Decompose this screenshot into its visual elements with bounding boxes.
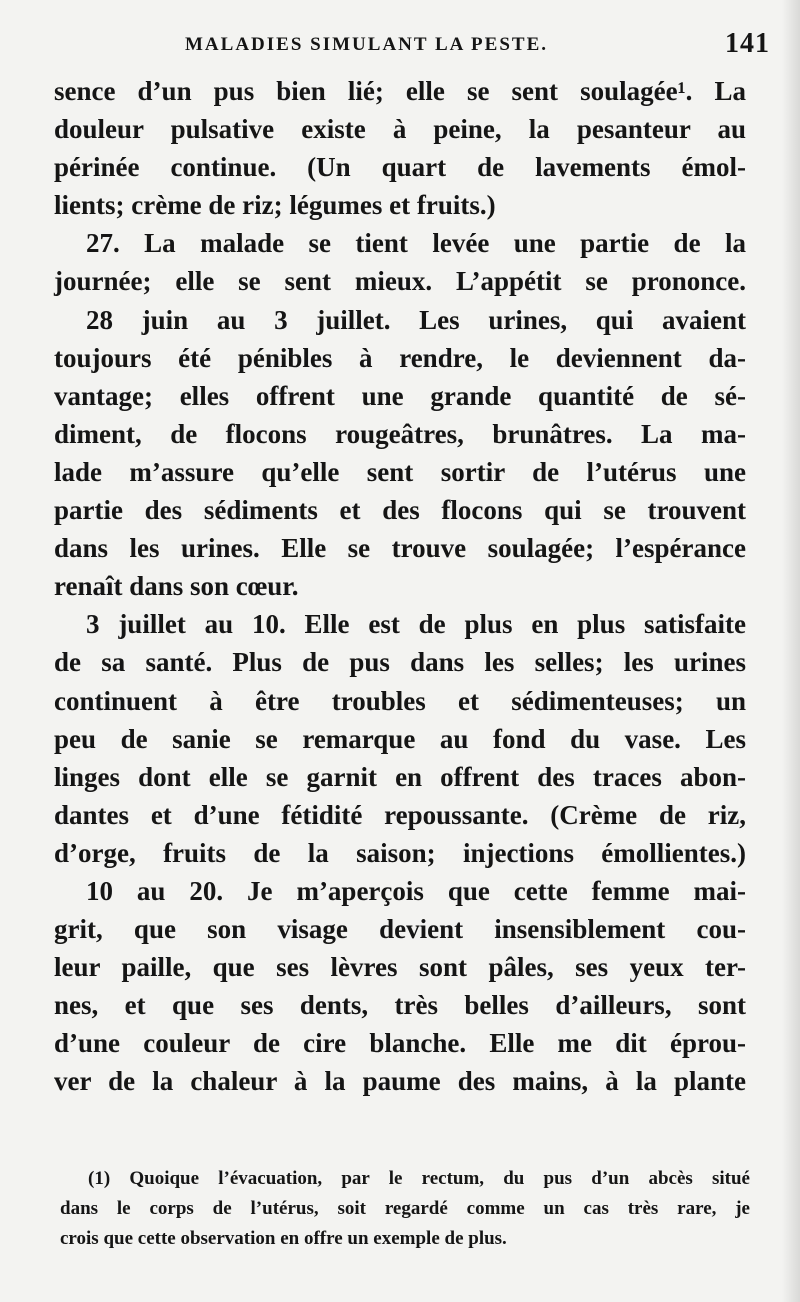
- body-line: peu de sanie se remarque au fond du vase. Les: [54, 723, 746, 754]
- body-line: dantes et d’une fétidité repoussante. (Crème de riz,: [54, 799, 746, 830]
- body-line: de sa santé. Plus de pus dans les selles; les urines: [54, 647, 746, 678]
- body-line: dans les urines. Elle se trouve soulagée; l’espérance: [54, 533, 746, 564]
- body-line: toujours été pénibles à rendre, le deviennent da-: [54, 342, 746, 373]
- body-line: renaît dans son cœur.: [54, 571, 299, 602]
- body-line: 3 juillet au 10. Elle est de plus en plus satisfaite: [86, 609, 746, 640]
- footnotes: [60, 1164, 750, 1254]
- body-line: d’une couleur de cire blanche. Elle me dit éprou-: [54, 1028, 746, 1059]
- body-line: lients; crème de riz; légumes et fruits.): [54, 190, 496, 221]
- footnote-line: dans le corps de l’utérus, soit regardé comme un cas très rare, je: [60, 1198, 750, 1219]
- body-text: [54, 72, 746, 1101]
- body-line: grit, que son visage devient insensiblement cou-: [54, 914, 746, 945]
- page-edge-shadow: [782, 0, 800, 1302]
- body-line: continuent à être troubles et sédimenteuses; un: [54, 685, 746, 716]
- body-line: linges dont elle se garnit en offrent des traces abon-: [54, 761, 746, 792]
- body-line: d’orge, fruits de la saison; injections émollientes.): [54, 837, 746, 868]
- body-line: journée; elle se sent mieux. L’appétit se prononce.: [54, 266, 746, 297]
- body-line: 27. La malade se tient levée une partie de la: [86, 228, 746, 259]
- body-line: leur paille, que ses lèvres sont pâles, ses yeux ter-: [54, 952, 746, 983]
- body-line: douleur pulsative existe à peine, la pesanteur au: [54, 114, 746, 145]
- body-line: vantage; elles offrent une grande quantité de sé-: [54, 380, 746, 411]
- footnote-line: (1) Quoique l’évacuation, par le rectum, du pus d’un abcès situé: [88, 1168, 750, 1189]
- body-line: lade m’assure qu’elle sent sortir de l’utérus une: [54, 456, 746, 487]
- body-line: nes, et que ses dents, très belles d’ailleurs, sont: [54, 990, 746, 1021]
- page-number: 141: [725, 28, 770, 59]
- body-line: périnée continue. (Un quart de lavements émol-: [54, 152, 746, 183]
- body-line: 10 au 20. Je m’aperçois que cette femme mai-: [86, 875, 746, 906]
- body-line: sence d’un pus bien lié; elle se sent soulagée¹. La: [54, 76, 746, 106]
- body-line: 28 juin au 3 juillet. Les urines, qui avaient: [86, 304, 746, 335]
- running-head: MALADIES SIMULANT LA PESTE.: [185, 34, 549, 55]
- body-line: diment, de flocons rougeâtres, brunâtres. La ma-: [54, 418, 746, 449]
- body-line: ver de la chaleur à la paume des mains, à la plante: [54, 1066, 746, 1097]
- body-line: partie des sédiments et des flocons qui se trouvent: [54, 495, 746, 526]
- footnote-line: crois que cette observation en offre un exemple de plus.: [60, 1228, 507, 1249]
